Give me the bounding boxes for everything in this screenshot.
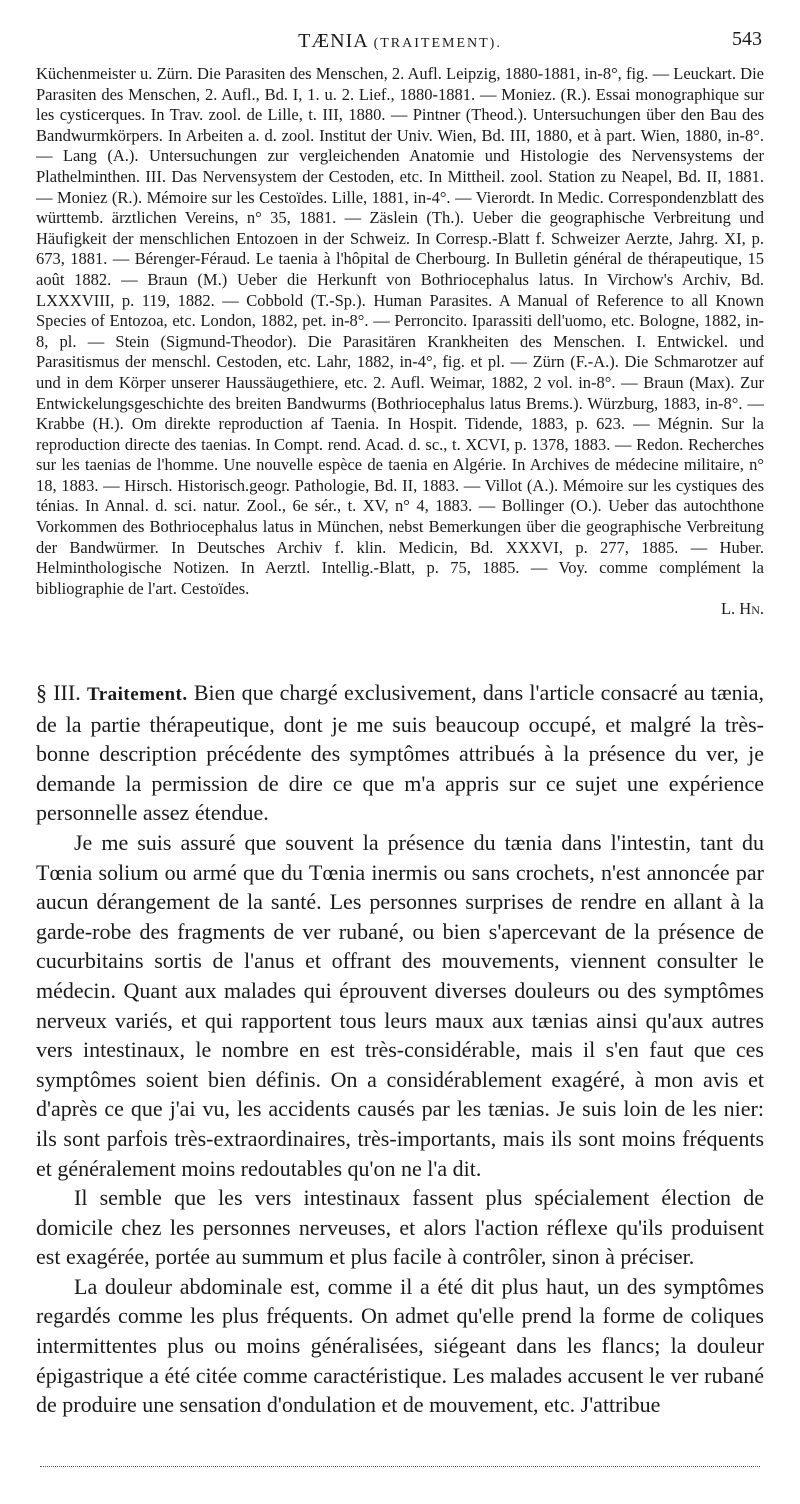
running-title-main: TÆNIA [298, 30, 368, 52]
paragraph-text: Bien que chargé exclusivement, dans l'article consacré au tænia, de la partie thérapeutique, dont je me suis beaucoup occupé, et malgré la très-bonne description précédente des symptômes attribués à la présence du ver, je demande la permission de dire ce que m'a appris sur ce sujet une expérience personnelle assez étendue. [36, 680, 765, 826]
bibliography-text: Küchenmeister u. Zürn. Die Parasiten des Menschen, 2. Aufl. Leipzig, 1880-1881, in-8°, fig. — Leuckart. Die Parasiten des Menschen, 2. Aufl., Bd. I, 1. u. 2. Lief., 1880-1881. — Moniez. (R.). Essai monographique sur les cysticerques. In Trav. zool. de Lille, t. III, 1880. — Pintner (Theod.). Untersuchungen über den Bau des Bandwurmkörpers. In Arbeiten a. d. zool. Institut der Univ. Wien, Bd. III, 1880, et à part. Wien, 1880, in-8°. — Lang (A.). Untersuchungen zur vergleichenden Anatomie und Histologie des Nervensystems der Plathelminthen. III. Das Nervensystem der Cestoden, etc. In Mittheil. zool. Station zu Neapel, Bd. II, 1881. — Moniez (R.). Mémoire sur les Cestoïdes. Lille, 1881, in-4°. — Vierordt. In Medic. Correspondenzblatt des württemb. ärztlichen Vereins, n° 35, 1881. — Zäslein (Th.). Ueber die geographische Verbreitung und Häufigkeit der menschlichen Entozoen in der Schweiz. In Corresp.-Blatt f. Schweizer Aerzte, Jahrg. XI, p. 673, 1881. — Bérenger-Féraud. Le taenia à l'hôpital de Cherbourg. In Bulletin général de thérapeutique, 15 août 1882. — Braun (M.) Ueber die Herkunft von Bothriocephalus latus. In Virchow's Archiv, Bd. LXXXVIII, p. 119, 1882. — Cobbold (T.-Sp.). Human Parasites. A Manual of Reference to all Known Species of Entozoa, etc. London, 1882, pet. in-8°. — Perroncito. Iparassiti dell'uomo, etc. Bologne, 1882, in-8, pl. — Stein (Sigmund-Theodor). Die Parasitären Krankheiten des Menschen. I. Entwickel. und Parasitismus der menschl. Cestoden, etc. Lahr, 1882, in-4°, fig. et pl. — Zürn (F.-A.). Die Schmarotzer auf und in dem Körper unserer Haussäugethiere, etc. 2. Aufl. Weimar, 1882, 2 vol. in-8°. — Braun (Max). Zur Entwickelungsgeschichte des breiten Bandwurms (Bothriocephalus latus Brems.). Würzburg, 1883, in-8°. — Krabbe (H.). Om direkte reproduction af Taenia. In Hospit. Tidende, 1883, p. 623. — Mégnin. Sur la reproduction directe des taenias. In Compt. rend. Acad. d. sc., t. XCVI, p. 1378, 1883. — Redon. Recherches sur les taenias de l'homme. Une nouvelle espèce de taenia en Algérie. In Archives de médecine militaire, n° 18, 1883. — Hirsch. Historisch.geogr. Pathologie, Bd. II, 1883. — Villot (A.). Mémoire sur les cystiques des ténias. In Annal. d. sci. natur. Zool., 6e sér., t. XV, n° 4, 1883. — Bollinger (O.). Ueber das autochthone Vorkommen des Bothriocephalus latus in München, nebst Bemerkungen über die geographische Verbreitung der Bandwürmer. In Deutsches Archiv f. klin. Medicin, Bd. XXXVI, p. 277, 1885. — Huber. Helminthologische Notizen. In Aerztl. Intellig.-Blatt, p. 75, 1885. — Voy. comme complément la bibliographie de l'art. Cestoïdes. [36, 64, 764, 598]
footer-rule [40, 1466, 760, 1467]
treatment-section [36, 678, 764, 1420]
author-signature: L. Hn. [720, 599, 764, 619]
paragraph: La douleur abdominale est, comme il a été dit plus haut, un des symptômes regardés comme les plus fréquents. On admet qu'elle prend la forme de coliques intermittentes plus ou moins généralisées, siégeant dans les flancs; la douleur épigastrique a été citée comme caractéristique. Les malades accusent le ver rubané de produire une sensation d'ondulation et de mouvement, etc. J'attribue [36, 1273, 764, 1418]
page-number: 543 [732, 28, 762, 50]
paragraph: Il semble que les vers intestinaux fassent plus spécialement élection de domicile chez les personnes nerveuses, et alors l'action réflexe qu'ils produisent est exagérée, portée au summum et plus facile à contrôler, sinon à préciser. [36, 1185, 764, 1270]
section-first-paragraph [36, 678, 764, 828]
section-number: § III. [36, 680, 81, 705]
page-header [36, 26, 764, 56]
running-title-sub: (TRAITEMENT). [373, 36, 502, 51]
section-heading: Traitement. [86, 684, 188, 705]
bibliography-block [36, 64, 764, 620]
running-title [36, 30, 764, 53]
paragraph: Je me suis assuré que souvent la présence du tænia dans l'intestin, tant du Tœnia solium ou armé que du Tœnia inermis ou sans crochets, n'est annoncée par aucun dérangement de la santé. Les personnes surprises de rendre en allant à la garde-robe des fragments de ver rubané, ou bien s'apercevant de la présence de cucurbitains sortis de l'anus et offrant des mouvements, viennent consulter le médecin. Quant aux malades qui éprouvent diverses douleurs ou des symptômes nerveux variés, et qui rapportent tous leurs maux aux tænias ainsi qu'aux autres vers intestinaux, le nombre en est très-considérable, mais il s'en faut que ces symptômes soient bien définis. On a considérablement exagéré, à mon avis et d'après ce que j'ai vu, les accidents causés par les tænias. Je suis loin de les nier: ils sont parfois très-extraordinaires, très-importants, mais ils sont moins fréquents et généralement moins redoutables qu'on ne l'a dit. [36, 829, 764, 1181]
